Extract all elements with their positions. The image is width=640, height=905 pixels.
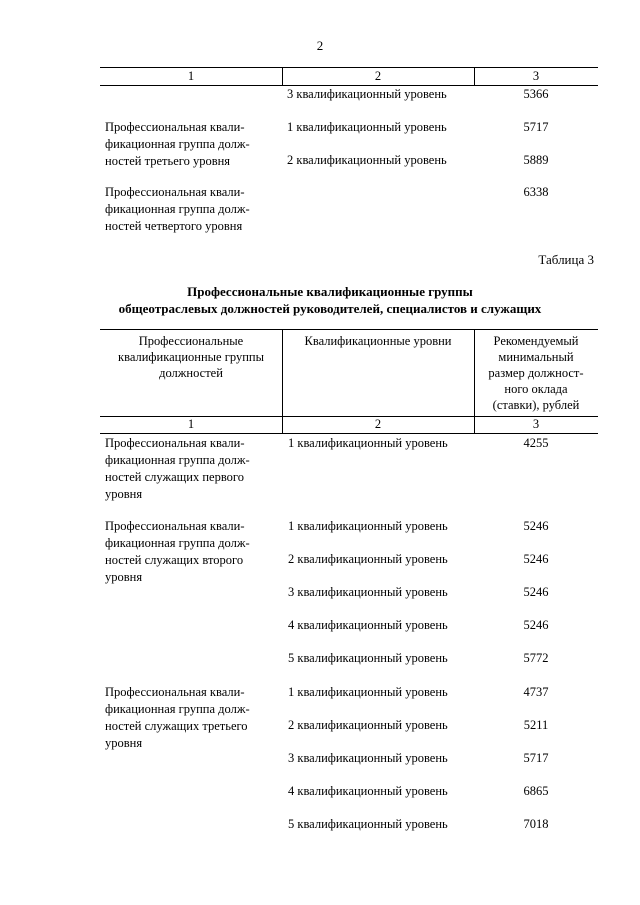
table-top-amount: 5717 — [523, 120, 549, 134]
table3-amount: 4737 — [523, 685, 549, 699]
table3-level: 3 квалификационный уровень — [288, 751, 448, 765]
table3-amount: 7018 — [523, 817, 549, 831]
group-line: Профессиональная квали- — [105, 120, 245, 134]
group-line: фикационная группа долж- — [105, 137, 250, 151]
table-top-level: 2 квалификационный уровень — [287, 153, 447, 167]
header-line: минимальный — [498, 350, 574, 364]
group-line: уровня — [105, 487, 143, 501]
group-line: фикационная группа долж- — [105, 702, 250, 716]
table3-amount: 5246 — [523, 618, 549, 632]
table-top-level: 1 квалификационный уровень — [287, 120, 447, 134]
table3-level: 4 квалификационный уровень — [288, 784, 448, 798]
table3-colnum-1: 1 — [187, 417, 195, 431]
table3-level: 4 квалификационный уровень — [288, 618, 448, 632]
table3-amount: 4255 — [523, 436, 549, 450]
table3-colnum-3: 3 — [532, 417, 540, 431]
table3-level: 2 квалификационный уровень — [288, 718, 448, 732]
table3-amount: 5772 — [523, 651, 549, 665]
table-top-level: 3 квалификационный уровень — [287, 87, 447, 101]
header-line: размер должност- — [488, 366, 584, 380]
table3-level: 3 квалификационный уровень — [288, 585, 448, 599]
page-number: 2 — [316, 38, 324, 53]
table3-header-group — [100, 333, 282, 381]
group-line: фикационная группа долж- — [105, 453, 250, 467]
group-line: уровня — [105, 736, 143, 750]
table-top-amount: 6338 — [523, 185, 549, 199]
table3-rule-top — [100, 329, 598, 330]
table-top-colnum-1: 1 — [187, 69, 195, 83]
table3-level: 1 квалификационный уровень — [288, 436, 448, 450]
group-line: ностей служащих первого — [105, 470, 244, 484]
table3-level: 1 квалификационный уровень — [288, 519, 448, 533]
group-line: уровня — [105, 570, 143, 584]
table3-level: 5 квалификационный уровень — [288, 651, 448, 665]
group-line: Профессиональная квали- — [105, 436, 245, 450]
group-line: ностей четвертого уровня — [105, 219, 243, 233]
table-top-group-4 — [105, 184, 277, 235]
group-line: Профессиональная квали- — [105, 685, 245, 699]
table-title-line: общеотраслевых должностей руководителей, специалистов и служащих — [118, 301, 542, 316]
group-line: Профессиональная квали- — [105, 519, 245, 533]
table-top-colnum-2: 2 — [374, 69, 382, 83]
group-line: Профессиональная квали- — [105, 185, 245, 199]
table3-level: 2 квалификационный уровень — [288, 552, 448, 566]
group-line: фикационная группа долж- — [105, 202, 250, 216]
table3-group-3 — [105, 684, 277, 752]
header-line: (ставки), рублей — [492, 398, 580, 412]
table-label: Таблица 3 — [538, 252, 594, 267]
table-title — [80, 283, 580, 317]
table3-amount: 5246 — [523, 552, 549, 566]
table3-amount: 5246 — [523, 585, 549, 599]
header-line: Профессиональные — [138, 334, 244, 348]
table3-level: 1 квалификационный уровень — [288, 685, 448, 699]
table3-group-2 — [105, 518, 277, 586]
table3-amount: 5211 — [523, 718, 549, 732]
group-line: ностей третьего уровня — [105, 154, 231, 168]
header-line: Рекомендуемый — [493, 334, 579, 348]
table3-amount: 5246 — [523, 519, 549, 533]
header-line: ного оклада — [504, 382, 568, 396]
table3-amount: 6865 — [523, 784, 549, 798]
group-line: фикационная группа долж- — [105, 536, 250, 550]
table3-rule-colnums — [100, 433, 598, 434]
table-title-line: Профессиональные квалификационные группы — [187, 284, 473, 299]
table3-header-amount — [474, 333, 598, 413]
table3-group-1 — [105, 435, 277, 503]
table3-amount: 5717 — [523, 751, 549, 765]
table3-colnum-2: 2 — [374, 417, 382, 431]
header-line: должностей — [159, 366, 223, 380]
table-top-group-3 — [105, 119, 277, 170]
table3-level: 5 квалификационный уровень — [288, 817, 448, 831]
table-top-colnum-3: 3 — [532, 69, 540, 83]
table3-header-levels: Квалификационные уровни — [304, 334, 452, 348]
table-top-amount: 5366 — [523, 87, 549, 101]
table-top-amount: 5889 — [523, 153, 549, 167]
group-line: ностей служащих третьего — [105, 719, 248, 733]
header-line: квалификационные группы — [118, 350, 264, 364]
group-line: ностей служащих второго — [105, 553, 244, 567]
